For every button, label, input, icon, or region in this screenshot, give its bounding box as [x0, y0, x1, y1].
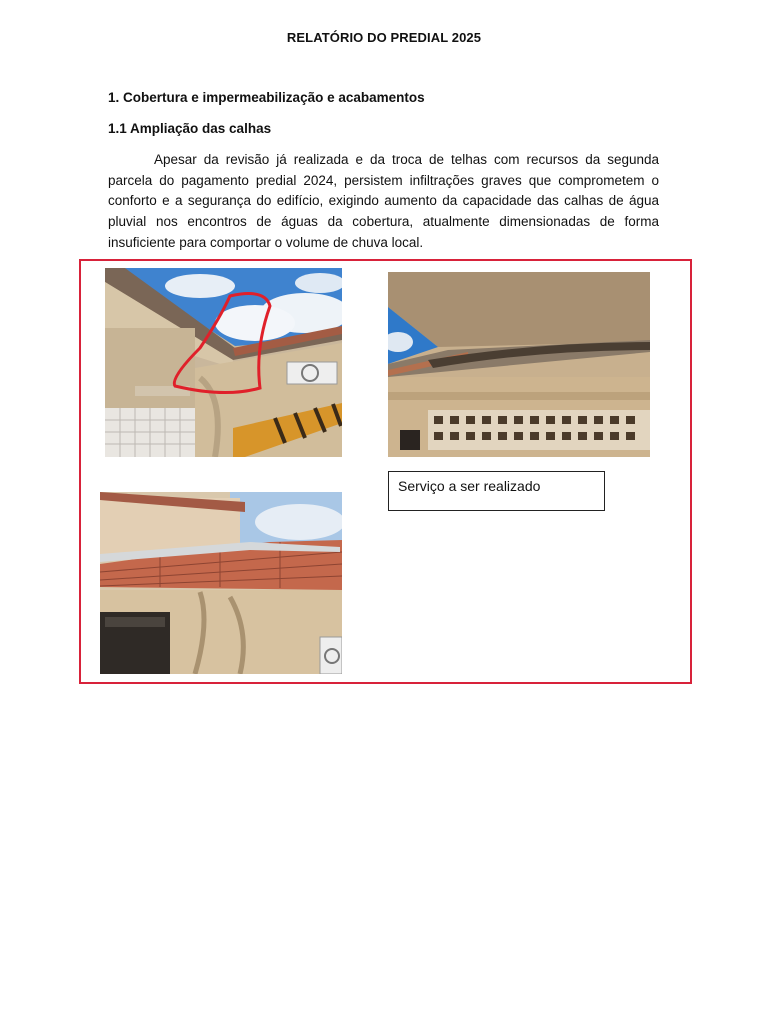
roof-gutter-photo-annotated: [105, 268, 342, 457]
eaves-ventilation-photo: [388, 272, 650, 457]
section-heading: 1. Cobertura e impermeabilização e acabamentos: [108, 90, 425, 105]
body-paragraph: Apesar da revisão já realizada e da troca de telhas com recursos da segunda parcela do pagamento predial 2024, persistem infiltrações graves que comprometem o conforto e a segurança do edifício, exigindo aumento da capacidade das calhas de água pluvial nos encontros de águas da cobertura, atualmente dimensionadas de forma insuficiente para comportar o volume de chuva local.: [108, 152, 659, 250]
document-title: RELATÓRIO DO PREDIAL 2025: [286, 30, 482, 45]
roof-wall-stain-photo: [100, 492, 342, 674]
service-to-be-done-box: Serviço a ser realizado: [388, 471, 605, 511]
subsection-heading: 1.1 Ampliação das calhas: [108, 121, 272, 136]
